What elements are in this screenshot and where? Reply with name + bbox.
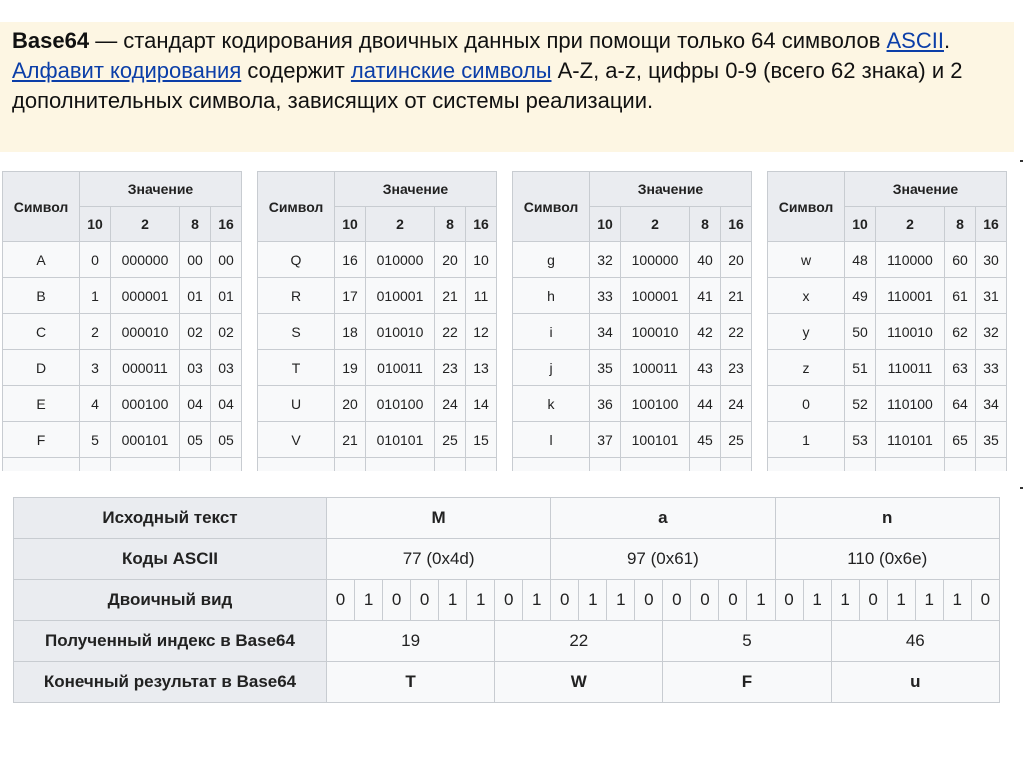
- symbol-cell: 1: [768, 422, 845, 458]
- value-header: Значение: [845, 172, 1007, 207]
- ascii-row: [14, 539, 1000, 580]
- table-row: [513, 386, 752, 422]
- table-row: [258, 422, 497, 458]
- decimal-cell: 19: [335, 350, 366, 386]
- symbol-cell: S: [258, 314, 335, 350]
- result-cell: T: [327, 662, 495, 703]
- row-header-index: Полученный индекс в Base64: [14, 621, 327, 662]
- base-header: 8: [690, 207, 721, 242]
- decimal-cell: 34: [590, 314, 621, 350]
- decimal-cell: 17: [335, 278, 366, 314]
- base-header: 10: [845, 207, 876, 242]
- decimal-cell: 4: [80, 386, 111, 422]
- binary-cell: 100000: [621, 242, 690, 278]
- binary-cell: 000010: [111, 314, 180, 350]
- octal-cell: 41: [690, 278, 721, 314]
- hex-cell: 30: [976, 242, 1007, 278]
- symbol-cell: h: [513, 278, 590, 314]
- index-cell: 19: [327, 621, 495, 662]
- bit-cell: 0: [775, 580, 803, 621]
- binary-cell: 110011: [876, 350, 945, 386]
- value-header: Значение: [80, 172, 242, 207]
- symbol-cell: E: [3, 386, 80, 422]
- decimal-cell: 48: [845, 242, 876, 278]
- octal-cell: 03: [180, 350, 211, 386]
- link-ascii[interactable]: ASCII: [886, 28, 944, 53]
- symbol-cell: y: [768, 314, 845, 350]
- source-char-cell: n: [775, 498, 1000, 539]
- decimal-cell: 5: [80, 422, 111, 458]
- octal-cell: 63: [945, 350, 976, 386]
- table-row: [768, 242, 1007, 278]
- octal-cell: 04: [180, 386, 211, 422]
- bit-cell: 0: [859, 580, 887, 621]
- ascii-code-cell: 77 (0x4d): [327, 539, 551, 580]
- bit-cell: 0: [635, 580, 663, 621]
- bit-cell: 0: [719, 580, 747, 621]
- bit-cell: 0: [411, 580, 439, 621]
- base-header: 8: [435, 207, 466, 242]
- bit-cell: 0: [327, 580, 355, 621]
- result-cell: W: [495, 662, 663, 703]
- base-header: 10: [80, 207, 111, 242]
- symbol-cell: F: [3, 422, 80, 458]
- octal-cell: 44: [690, 386, 721, 422]
- row-header-source: Исходный текст: [14, 498, 327, 539]
- value-header: Значение: [590, 172, 752, 207]
- symbol-cell: g: [513, 242, 590, 278]
- octal-cell: 43: [690, 350, 721, 386]
- symbol-cell: z: [768, 350, 845, 386]
- bit-cell: 0: [551, 580, 579, 621]
- table-row: [513, 314, 752, 350]
- intro-text-1: — стандарт кодирования двоичных данных при помощи только 64 символов: [89, 28, 887, 53]
- symbol-header: Символ: [513, 172, 590, 242]
- decimal-cell: 0: [80, 242, 111, 278]
- binary-cell: 010001: [366, 278, 435, 314]
- symbol-cell: V: [258, 422, 335, 458]
- hex-cell: 35: [976, 422, 1007, 458]
- index-cell: 46: [831, 621, 999, 662]
- binary-cell: 110010: [876, 314, 945, 350]
- octal-cell: 60: [945, 242, 976, 278]
- table-row: [768, 278, 1007, 314]
- bit-cell: 1: [943, 580, 971, 621]
- binary-cell: 010011: [366, 350, 435, 386]
- decimal-cell: 16: [335, 242, 366, 278]
- octal-cell: 24: [435, 386, 466, 422]
- base-header: 2: [111, 207, 180, 242]
- binary-cell: 010100: [366, 386, 435, 422]
- hex-cell: 04: [211, 386, 242, 422]
- hex-cell: 21: [721, 278, 752, 314]
- symbol-cell: D: [3, 350, 80, 386]
- octal-cell: 22: [435, 314, 466, 350]
- hex-cell: 01: [211, 278, 242, 314]
- intro-text-2: .: [943, 28, 951, 53]
- octal-cell: 21: [435, 278, 466, 314]
- row-header-binary: Двоичный вид: [14, 580, 327, 621]
- hex-cell: 02: [211, 314, 242, 350]
- symbol-header: Символ: [3, 172, 80, 242]
- index-cell: 5: [663, 621, 831, 662]
- hex-cell: 24: [721, 386, 752, 422]
- binary-cell: 110101: [876, 422, 945, 458]
- source-char-cell: a: [551, 498, 775, 539]
- table-row: [513, 422, 752, 458]
- bit-cell: 1: [831, 580, 859, 621]
- decimal-cell: 33: [590, 278, 621, 314]
- symbol-cell: j: [513, 350, 590, 386]
- hex-cell: 00: [211, 242, 242, 278]
- symbol-cell: A: [3, 242, 80, 278]
- octal-cell: 20: [435, 242, 466, 278]
- binary-cell: 110001: [876, 278, 945, 314]
- base-header: 16: [211, 207, 242, 242]
- symbol-cell: k: [513, 386, 590, 422]
- octal-cell: 23: [435, 350, 466, 386]
- binary-cell: 010010: [366, 314, 435, 350]
- binary-cell: 000100: [111, 386, 180, 422]
- table-row: [768, 386, 1007, 422]
- decimal-cell: 18: [335, 314, 366, 350]
- table-row: [3, 314, 242, 350]
- hex-cell: 10: [466, 242, 497, 278]
- octal-cell: 64: [945, 386, 976, 422]
- octal-cell: 61: [945, 278, 976, 314]
- table-row: [3, 386, 242, 422]
- decimal-cell: 21: [335, 422, 366, 458]
- octal-cell: 05: [180, 422, 211, 458]
- intro-term: Base64: [12, 28, 90, 53]
- bit-cell: 1: [747, 580, 775, 621]
- code-table: [767, 171, 1007, 471]
- binary-cell: 110100: [876, 386, 945, 422]
- binary-cell: 110000: [876, 242, 945, 278]
- table-row: [258, 386, 497, 422]
- row-header-ascii: Коды ASCII: [14, 539, 327, 580]
- octal-cell: 62: [945, 314, 976, 350]
- hex-cell: 22: [721, 314, 752, 350]
- octal-cell: 00: [180, 242, 211, 278]
- decimal-cell: 52: [845, 386, 876, 422]
- table-row: [513, 278, 752, 314]
- octal-cell: 02: [180, 314, 211, 350]
- symbol-cell: C: [3, 314, 80, 350]
- result-cell: u: [831, 662, 999, 703]
- base-header: 2: [876, 207, 945, 242]
- table-row: [258, 350, 497, 386]
- edge-mark: [1020, 487, 1023, 489]
- octal-cell: 01: [180, 278, 211, 314]
- bit-cell: 1: [887, 580, 915, 621]
- bit-cell: 1: [803, 580, 831, 621]
- table-row: [768, 422, 1007, 458]
- decimal-cell: 3: [80, 350, 111, 386]
- code-table: [2, 171, 242, 471]
- ascii-code-cell: 97 (0x61): [551, 539, 775, 580]
- hex-cell: 05: [211, 422, 242, 458]
- link-alphabet[interactable]: Алфавит кодирования: [12, 58, 242, 83]
- intro-paragraph: [0, 22, 1014, 152]
- bit-cell: 1: [579, 580, 607, 621]
- symbol-cell: Q: [258, 242, 335, 278]
- binary-cell: 000001: [111, 278, 180, 314]
- hex-cell: 15: [466, 422, 497, 458]
- value-header: Значение: [335, 172, 497, 207]
- table-row: [768, 314, 1007, 350]
- symbol-cell: l: [513, 422, 590, 458]
- octal-cell: 65: [945, 422, 976, 458]
- binary-cell: 010000: [366, 242, 435, 278]
- table-row: [258, 242, 497, 278]
- symbol-cell: x: [768, 278, 845, 314]
- bit-cell: 0: [383, 580, 411, 621]
- table-row: [3, 242, 242, 278]
- ascii-code-cell: 110 (0x6e): [775, 539, 1000, 580]
- encoding-table: [13, 497, 1000, 703]
- hex-cell: 33: [976, 350, 1007, 386]
- decimal-cell: 20: [335, 386, 366, 422]
- decimal-cell: 35: [590, 350, 621, 386]
- row-header-result: Конечный результат в Base64: [14, 662, 327, 703]
- symbol-header: Символ: [258, 172, 335, 242]
- hex-cell: 23: [721, 350, 752, 386]
- symbol-cell: T: [258, 350, 335, 386]
- base-header: 10: [335, 207, 366, 242]
- bit-cell: 1: [607, 580, 635, 621]
- base-header: 2: [621, 207, 690, 242]
- binary-row: [14, 580, 1000, 621]
- source-row: [14, 498, 1000, 539]
- decimal-cell: 51: [845, 350, 876, 386]
- octal-cell: 40: [690, 242, 721, 278]
- binary-cell: 100001: [621, 278, 690, 314]
- hex-cell: 03: [211, 350, 242, 386]
- symbol-header: Символ: [768, 172, 845, 242]
- index-cell: 22: [495, 621, 663, 662]
- table-row: [3, 350, 242, 386]
- table-row: [258, 278, 497, 314]
- decimal-cell: 37: [590, 422, 621, 458]
- bit-cell: 1: [439, 580, 467, 621]
- decimal-cell: 32: [590, 242, 621, 278]
- octal-cell: 45: [690, 422, 721, 458]
- bit-cell: 0: [691, 580, 719, 621]
- result-cell: F: [663, 662, 831, 703]
- table-row: [513, 350, 752, 386]
- edge-mark: [1020, 160, 1023, 162]
- intro-text-3: содержит: [241, 58, 351, 83]
- binary-cell: 100100: [621, 386, 690, 422]
- table-row: [3, 422, 242, 458]
- binary-cell: 000000: [111, 242, 180, 278]
- decimal-cell: 50: [845, 314, 876, 350]
- decimal-cell: 49: [845, 278, 876, 314]
- decimal-cell: 1: [80, 278, 111, 314]
- base-header: 16: [721, 207, 752, 242]
- source-char-cell: M: [327, 498, 551, 539]
- hex-cell: 11: [466, 278, 497, 314]
- hex-cell: 13: [466, 350, 497, 386]
- symbol-cell: B: [3, 278, 80, 314]
- binary-cell: 010101: [366, 422, 435, 458]
- bit-cell: 1: [355, 580, 383, 621]
- hex-cell: 31: [976, 278, 1007, 314]
- intro-text-4: A-Z, a-z, цифры 0-9 (всего 62 знака) и 2 дополнительных символа, зависящих от системы реализации.: [12, 58, 963, 113]
- bit-cell: 1: [915, 580, 943, 621]
- symbol-cell: w: [768, 242, 845, 278]
- result-row: [14, 662, 1000, 703]
- base-header: 16: [976, 207, 1007, 242]
- binary-cell: 100010: [621, 314, 690, 350]
- link-latin-symbols[interactable]: латинские символы: [350, 58, 552, 83]
- hex-cell: 34: [976, 386, 1007, 422]
- binary-cell: 000101: [111, 422, 180, 458]
- hex-cell: 32: [976, 314, 1007, 350]
- table-row: [3, 278, 242, 314]
- hex-cell: 25: [721, 422, 752, 458]
- index-row: [14, 621, 1000, 662]
- base-header: 16: [466, 207, 497, 242]
- hex-cell: 14: [466, 386, 497, 422]
- table-row: [513, 242, 752, 278]
- base-header: 2: [366, 207, 435, 242]
- base-header: 8: [945, 207, 976, 242]
- hex-cell: 12: [466, 314, 497, 350]
- hex-cell: 20: [721, 242, 752, 278]
- decimal-cell: 2: [80, 314, 111, 350]
- decimal-cell: 53: [845, 422, 876, 458]
- bit-cell: 0: [663, 580, 691, 621]
- base-header: 10: [590, 207, 621, 242]
- binary-cell: 100101: [621, 422, 690, 458]
- binary-cell: 100011: [621, 350, 690, 386]
- table-row: [768, 350, 1007, 386]
- bit-cell: 0: [971, 580, 999, 621]
- octal-cell: 42: [690, 314, 721, 350]
- table-row: [258, 314, 497, 350]
- symbol-cell: R: [258, 278, 335, 314]
- base-header: 8: [180, 207, 211, 242]
- code-table: [512, 171, 752, 471]
- symbol-cell: U: [258, 386, 335, 422]
- symbol-cell: 0: [768, 386, 845, 422]
- bit-cell: 1: [523, 580, 551, 621]
- bit-cell: 1: [467, 580, 495, 621]
- bit-cell: 0: [495, 580, 523, 621]
- decimal-cell: 36: [590, 386, 621, 422]
- code-table: [257, 171, 497, 471]
- binary-cell: 000011: [111, 350, 180, 386]
- symbol-cell: i: [513, 314, 590, 350]
- octal-cell: 25: [435, 422, 466, 458]
